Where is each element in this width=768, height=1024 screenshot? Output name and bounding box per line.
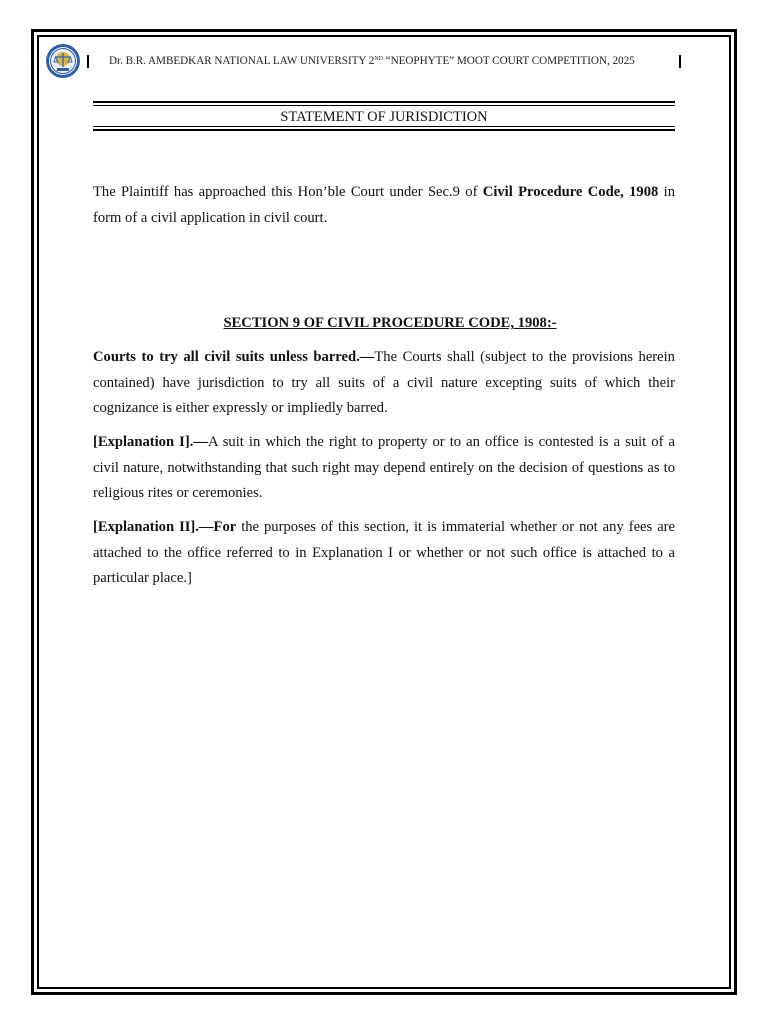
university-logo-icon [45,43,81,79]
header-divider-right [679,55,681,68]
section-subheading: SECTION 9 OF CIVIL PROCEDURE CODE, 1908:- [223,315,557,331]
title-rule-bottom-thick [93,129,675,131]
page-border-inner [37,35,731,989]
section-title: STATEMENT OF JURISDICTION [280,109,488,125]
header-title: Dr. B.R. AMBEDKAR NATIONAL LAW UNIVERSITY 2ND “NEOPHYTE” MOOT COURT COMPETITION, 2025 [109,55,635,67]
title-rule-top-thin [93,105,675,106]
statute-paragraph-explanation-1: [Explanation I].—A suit in which the right to property or to an office is contested is a suit of a civil nature, notwithstanding that such right may depend entirely on the decision of questions as to religious rites or ceremonies. [93,434,675,501]
title-rule-top-thick [93,101,675,103]
title-rule-bottom-thin [93,126,675,127]
statute-paragraph-main: Courts to try all civil suits unless barred.—The Courts shall (subject to the provisions herein contained) have jurisdiction to try all suits of a civil nature excepting suits of which their cognizance is either expressly or impliedly barred. [93,349,675,416]
intro-paragraph: The Plaintiff has approached this Hon’ble Court under Sec.9 of Civil Procedure Code, 1908 in form of a civil application in civil court. [93,184,676,226]
header-divider-left [87,55,89,68]
statute-paragraph-explanation-2: [Explanation II].—For the purposes of this section, it is immaterial whether or not any fees are attached to the office referred to in Explanation I or whether or not such office is attached to a particular place.] [93,519,676,586]
